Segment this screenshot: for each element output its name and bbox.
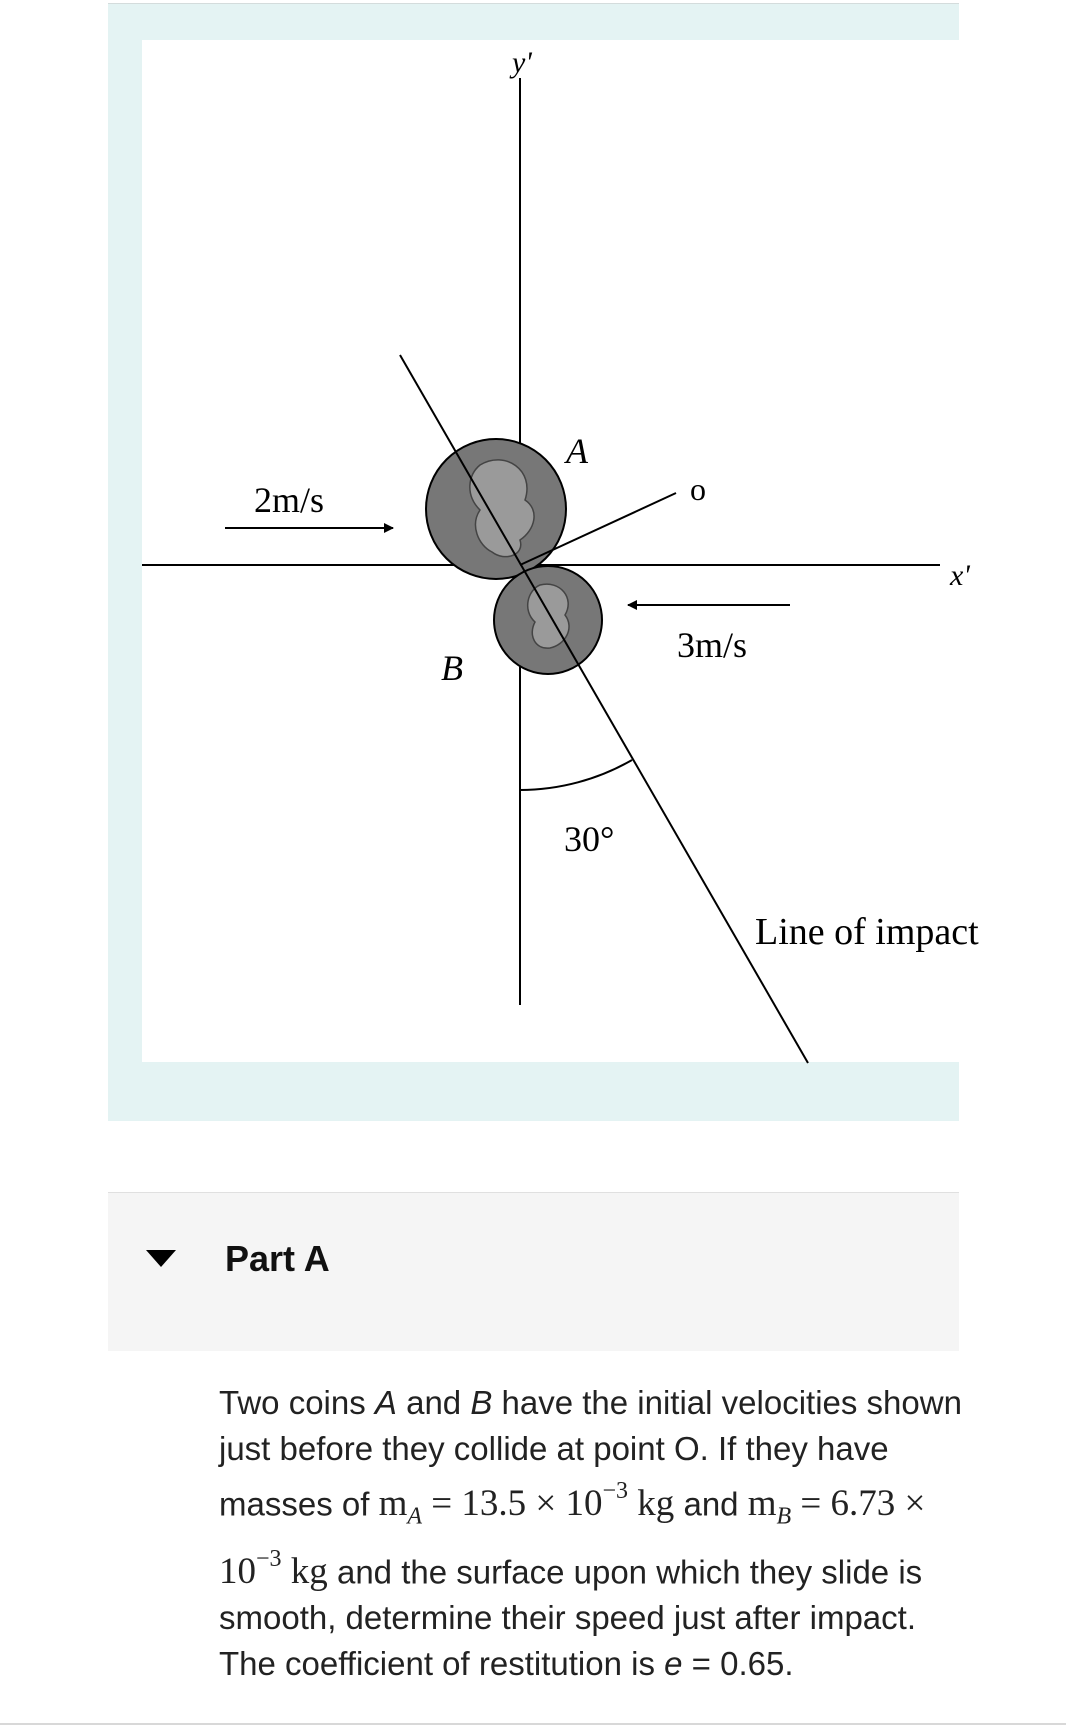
part-a-header[interactable] bbox=[108, 1192, 959, 1351]
coin-a-label: A bbox=[566, 431, 588, 471]
part-a-title: Part A bbox=[225, 1238, 330, 1279]
point-o-label: o bbox=[690, 471, 706, 507]
speed-a-label: 2m/s bbox=[254, 480, 325, 520]
line-of-impact-label: Line of impact bbox=[755, 911, 979, 953]
collapse-triangle-icon[interactable] bbox=[146, 1250, 176, 1267]
text-segment: Two coins bbox=[219, 1384, 375, 1421]
bottom-divider bbox=[0, 1723, 1066, 1725]
angle-label: 30° bbox=[564, 819, 615, 859]
restitution-symbol: e bbox=[664, 1645, 683, 1683]
coin-b-label: B bbox=[441, 648, 463, 688]
coin-a bbox=[426, 439, 566, 579]
mass-b-equation: $m_B = 6.73 \times 10^{-3}$ kg bbox=[219, 1483, 926, 1593]
coin-a-ref: A bbox=[374, 1384, 397, 1421]
problem-statement bbox=[219, 1380, 979, 1687]
text-segment: and the surface upon which they slide is smooth, determine their speed just after impact. The coefficient of restitution is bbox=[219, 1553, 923, 1683]
text-segment: and bbox=[674, 1485, 748, 1523]
coin-b-ref: B bbox=[470, 1384, 493, 1421]
text-segment: have the initial velocities shown just before they collide at point O. If they have masses of bbox=[219, 1384, 962, 1523]
x-axis-label: x' bbox=[950, 559, 970, 592]
y-axis-label: y' bbox=[512, 46, 532, 79]
text-segment: and bbox=[396, 1384, 471, 1421]
figure-canvas bbox=[142, 40, 1017, 1062]
mass-a-equation: $m_A = 13.5 \times 10^{-3}$ kg bbox=[378, 1478, 675, 1530]
text-segment: = 0.65. bbox=[682, 1645, 794, 1683]
coin-b bbox=[494, 566, 602, 674]
speed-b-label: 3m/s bbox=[677, 625, 748, 665]
